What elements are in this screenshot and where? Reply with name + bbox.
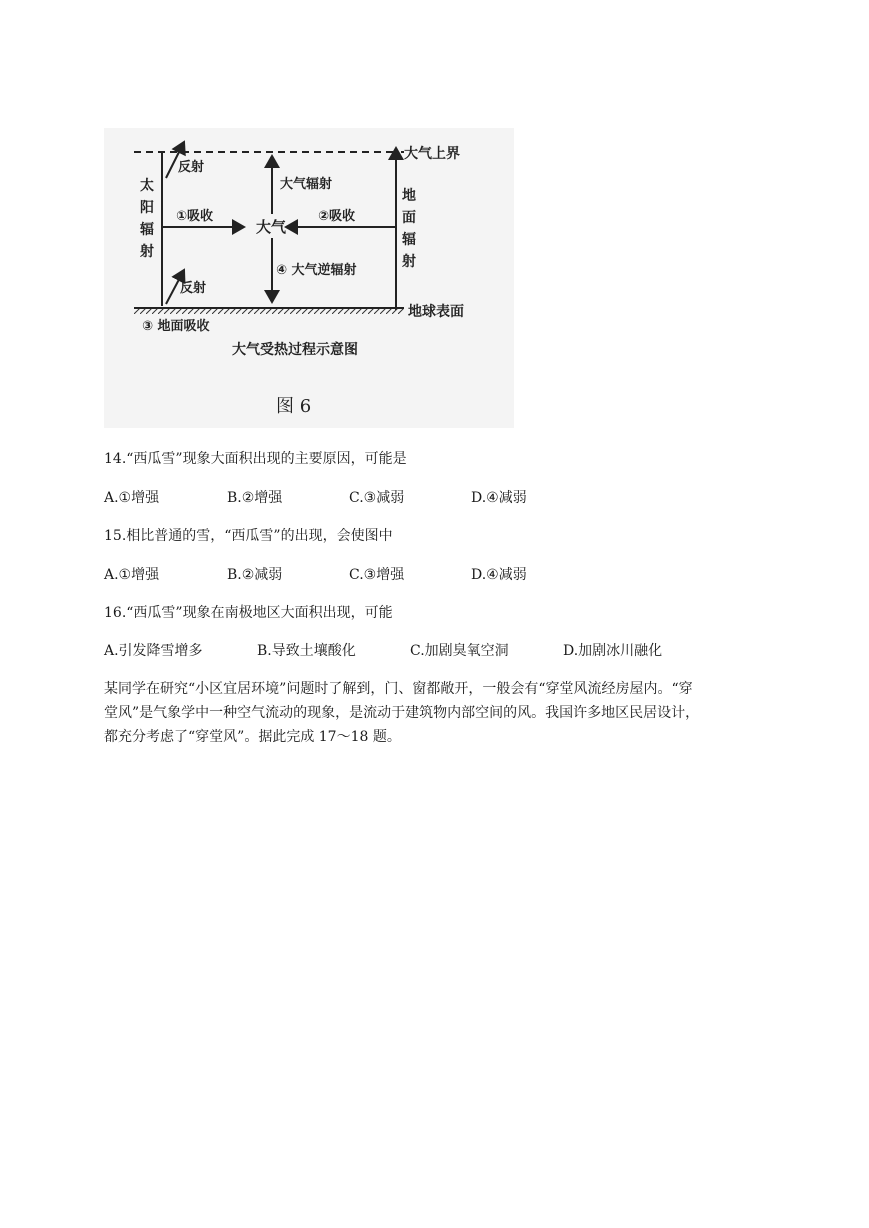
- ground-char-1: 地: [402, 188, 416, 204]
- q16-option-c: C.加剧臭氧空洞: [410, 643, 509, 659]
- upper-boundary-label: 大气上界: [404, 146, 460, 162]
- q15-option-a: A.①增强: [104, 567, 160, 583]
- q16-option-a: A.引发降雪增多: [104, 643, 203, 659]
- earth-surface-label: 地球表面: [408, 304, 464, 320]
- q16-option-b: B.导致土壤酸化: [257, 643, 356, 659]
- diagram-caption: 大气受热过程示意图: [232, 342, 358, 358]
- passage-17-18: [104, 677, 784, 749]
- ground-char-3: 辐: [402, 232, 416, 248]
- reflect-top-label: 反射: [178, 160, 205, 175]
- q16-option-d: D.加剧冰川融化: [563, 643, 663, 659]
- figure-number: 图 6: [276, 396, 312, 417]
- question-16-stem: 16.“西瓜雪”现象在南极地区大面积出现，可能: [104, 605, 393, 621]
- question-15-stem: 15.相比普通的雪，“西瓜雪”的出现，会使图中: [104, 528, 393, 544]
- absorb2-label: ②吸收: [318, 209, 356, 224]
- q15-option-b: B.②减弱: [227, 567, 283, 583]
- heating-diagram: [104, 128, 514, 428]
- ground-char-2: 面: [402, 210, 416, 226]
- q14-option-c: C.③减弱: [349, 490, 405, 506]
- solar-char-1: 太: [140, 178, 154, 194]
- passage-line-1: 某同学在研究“小区宜居环境”问题时了解到，门、窗都敞开，一般会有“穿堂风流经房屋内。“穿: [104, 681, 693, 697]
- reflect-bottom-label: 反射: [180, 281, 207, 296]
- solar-char-3: 辐: [140, 222, 154, 238]
- q14-option-d: D.④减弱: [471, 490, 527, 506]
- atmosphere-label: 大气: [256, 218, 287, 236]
- ground-absorb-label: ③ 地面吸收: [142, 319, 210, 334]
- solar-char-4: 射: [140, 244, 154, 260]
- q14-option-b: B.②增强: [227, 490, 283, 506]
- passage-line-3: 都充分考虑了“穿堂风”。据此完成 17～18 题。: [104, 729, 401, 745]
- absorb1-label: ①吸收: [176, 209, 214, 224]
- passage-line-2: 堂风”是气象学中一种空气流动的现象，是流动于建筑物内部空间的风。我国许多地区民居设计，: [104, 705, 700, 721]
- question-14-stem: 14.“西瓜雪”现象大面积出现的主要原因，可能是: [104, 451, 407, 467]
- q15-option-c: C.③增强: [349, 567, 405, 583]
- heating-process-figure: [104, 128, 514, 428]
- ground-char-4: 射: [402, 254, 416, 270]
- q15-option-d: D.④减弱: [471, 567, 527, 583]
- atm-radiation-label: 大气辐射: [280, 177, 333, 192]
- counter-radiation-label: ④ 大气逆辐射: [276, 263, 357, 278]
- q14-option-a: A.①增强: [104, 490, 160, 506]
- solar-char-2: 阳: [140, 200, 154, 216]
